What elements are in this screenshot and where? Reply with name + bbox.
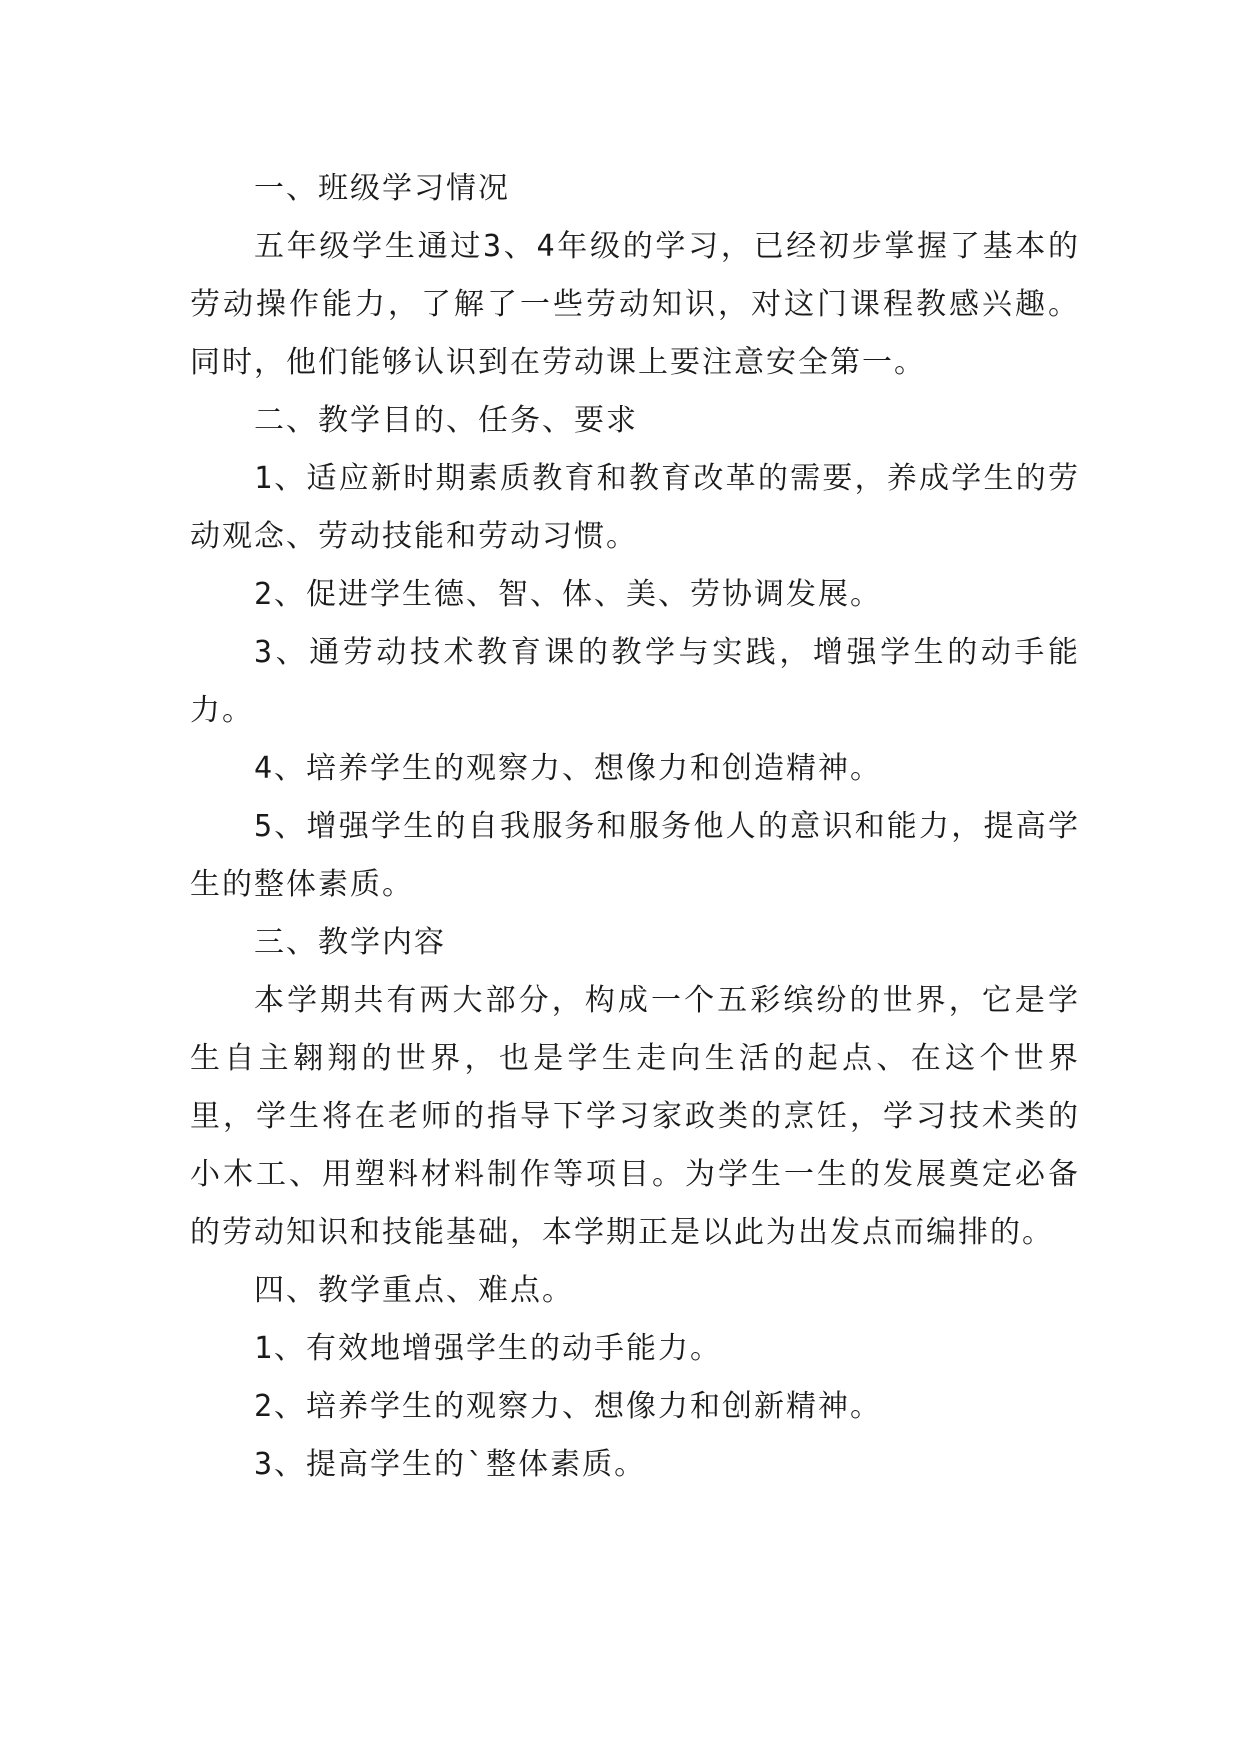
list-item-goal-5: 5、增强学生的自我服务和服务他人的意识和能力，提高学生的整体素质。 [190,809,1080,902]
section-heading-key-points: 四、教学重点、难点。 [254,1273,574,1308]
list-item-goal-4: 4、培养学生的观察力、想像力和创造精神。 [254,751,883,786]
list-item-goal-3: 3、通劳动技术教育课的教学与实践，增强学生的动手能力。 [190,635,1080,728]
paragraph-teaching-content: 本学期共有两大部分，构成一个五彩缤纷的世界，它是学生自主翱翔的世界，也是学生走向生活的起点、在这个世界里，学生将在老师的指导下学习家政类的烹饪，学习技术类的小木工、用塑料材料制作等项目。为学生一生的发展奠定必备的劳动知识和技能基础，本学期正是以此为出发点而编排的。 [190,983,1080,1250]
document-body [190,160,1080,1494]
list-item-key-point-1: 1、有效地增强学生的动手能力。 [254,1331,723,1366]
list-item-goal-2: 2、促进学生德、智、体、美、劳协调发展。 [254,577,883,612]
list-item-goal-1: 1、适应新时期素质教育和教育改革的需要，养成学生的劳动观念、劳动技能和劳动习惯。 [190,461,1080,554]
list-item-key-point-2: 2、培养学生的观察力、想像力和创新精神。 [254,1389,883,1424]
list-item-key-point-3: 3、提高学生的`整体素质。 [254,1447,647,1482]
section-heading-teaching-goals: 二、教学目的、任务、要求 [254,403,638,438]
section-heading-teaching-content: 三、教学内容 [254,925,446,960]
section-heading-class-situation: 一、班级学习情况 [254,171,510,206]
paragraph-class-situation: 五年级学生通过3、4年级的学习，已经初步掌握了基本的劳动操作能力，了解了一些劳动知识，对这门课程教感兴趣。同时，他们能够认识到在劳动课上要注意安全第一。 [190,229,1080,380]
